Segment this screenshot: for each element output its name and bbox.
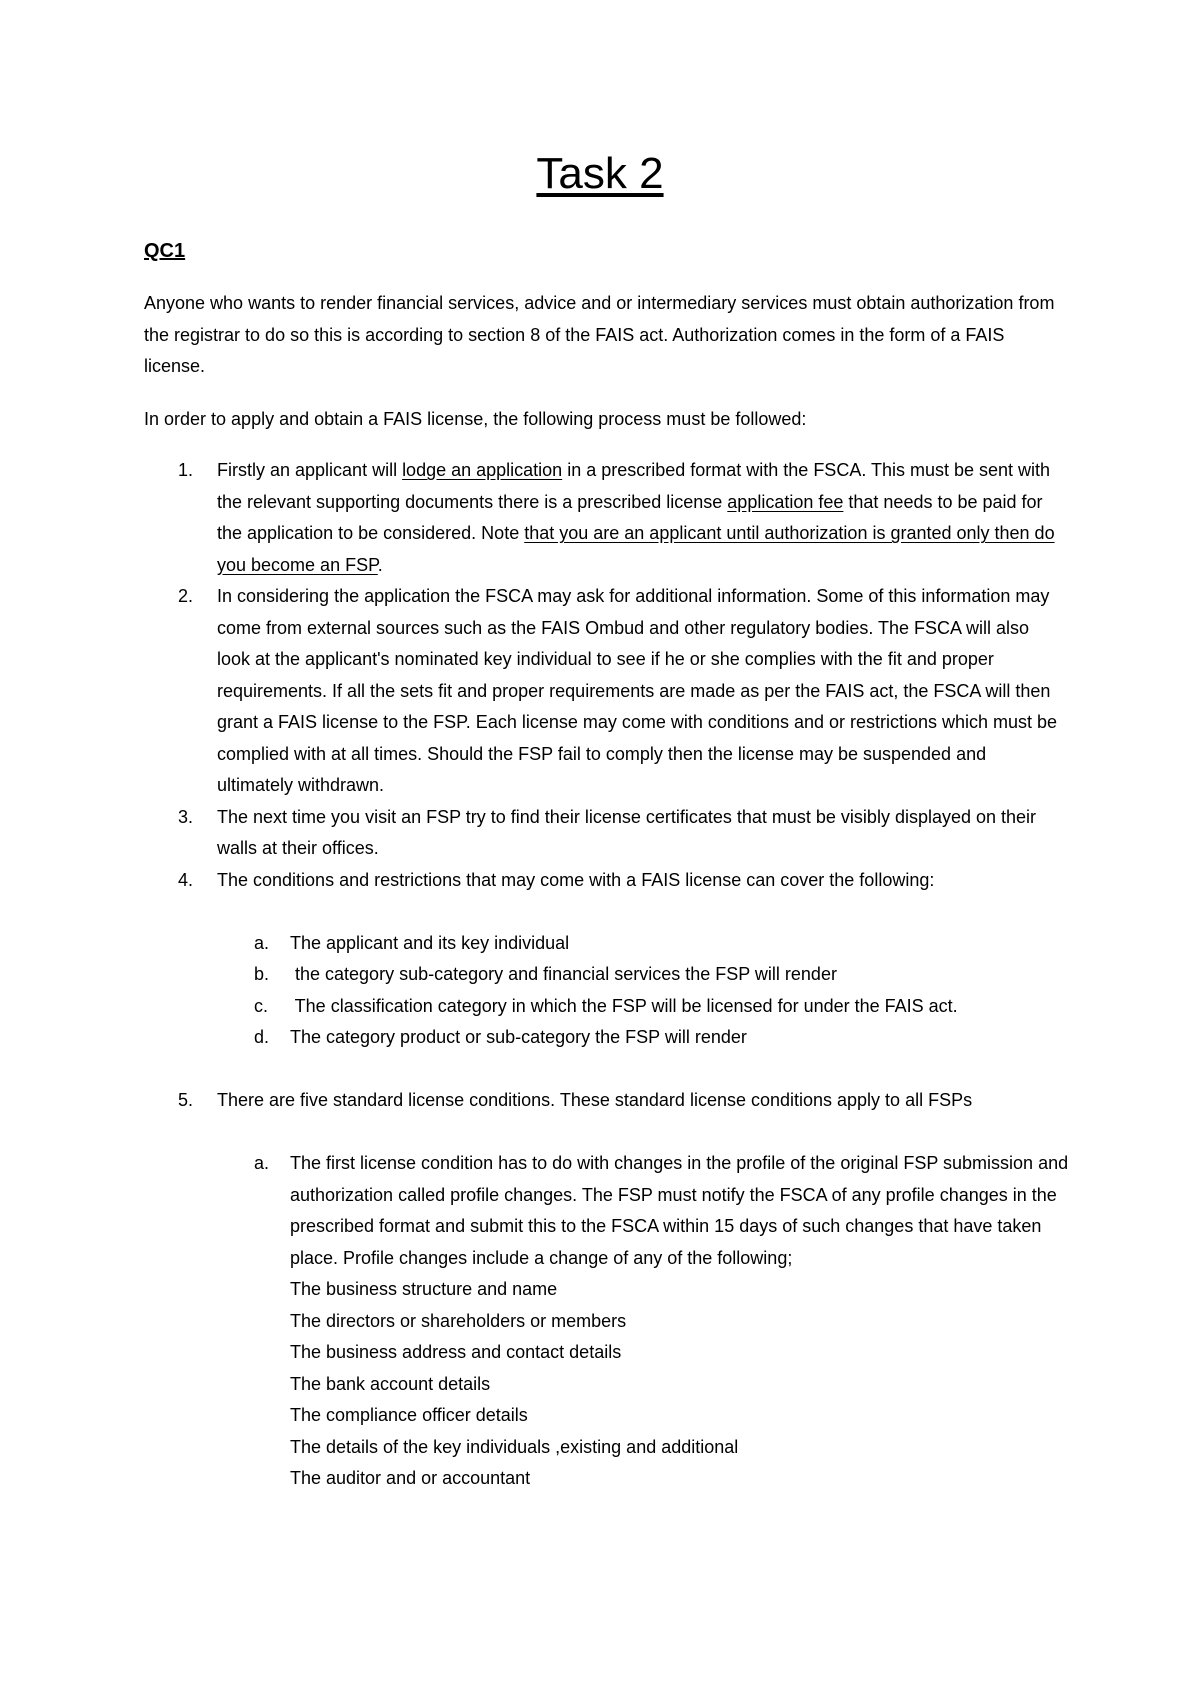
underlined-text: that you are an applicant until authorization is granted only then do you become an FSP [217,523,1055,575]
profile-change-line: The compliance officer details [290,1405,528,1425]
item-text: There are five standard license conditions. These standard license conditions apply to all FSPs [217,1090,973,1110]
sub-letter: a. [254,1153,270,1173]
list-number: 3. [178,806,194,827]
item-text: in a prescribed format with the FSCA. This must be sent with the relevant supporting documents there is a prescribed license [217,460,1051,512]
sub-text: The first license condition has to do with changes in the profile of the original FSP submission and authorization called profile changes. The FSP must notify the FSCA of any profile changes in the prescribed format and submit this to the FSCA within 15 days of such changes that have taken place. Profile changes include a change of any of the following; [290,1153,1069,1268]
spacer [0,1054,1200,1086]
sub-letter: c. [254,995,269,1016]
sub-item-b [0,959,1070,991]
list-item-3 [0,802,1067,865]
profile-change-line: The details of the key individuals ,existing and additional [290,1436,739,1457]
profile-change-line: The directors or shareholders or members [290,1310,627,1331]
list-item-5 [0,1085,1067,1117]
item-text: that needs to be paid for the application to be considered. Note [217,491,1043,543]
list-item-1 [0,455,1067,581]
sub-item-c [0,991,1070,1023]
spacer [0,1117,1200,1149]
profile-change-line: The business address and contact details [290,1342,622,1362]
sub-text: The classification category in which the FSP will be licensed for under the FAIS act. [290,995,958,1016]
list-number: 4. [178,869,194,890]
list-number: 2. [178,586,194,606]
sub-text: The category product or sub-category the FSP will render [290,1027,747,1047]
spacer [0,896,1200,928]
process-list [0,455,1200,1495]
process-intro-paragraph: In order to apply and obtain a FAIS license, the following process must be followed: [144,409,807,429]
sub-item-d [0,1022,1070,1054]
sub-item-a [0,1148,1070,1274]
profile-change-line: The auditor and or accountant [290,1468,531,1488]
underlined-text: lodge an application [402,460,563,480]
sub-text: The applicant and its key individual [290,932,570,953]
document-title: Task 2 [536,149,664,198]
list-number: 1. [178,460,194,480]
intro-paragraph: Anyone who wants to render financial services, advice and or intermediary services must obtain authorization from the registrar to do so this is according to section 8 of the FAIS act. Authorization comes in the form of a FAIS license. [144,293,1055,376]
sub-item-a [0,928,1070,960]
sub-text: the category sub-category and financial services the FSP will render [290,964,837,984]
list-number: 5. [178,1090,194,1110]
list-item-2 [0,581,1067,802]
profile-change-line: The business structure and name [290,1279,558,1299]
sub-letter: a. [254,932,270,953]
item-text: The next time you visit an FSP try to find their license certificates that must be visibly displayed on their walls at their offices. [217,806,1037,858]
item-text: . [377,554,383,575]
item-text: Firstly an applicant will [217,460,403,480]
sub-letter: d. [254,1027,270,1047]
section-heading: QC1 [144,240,186,262]
underlined-text: application fee [727,491,844,512]
profile-change-line: The bank account details [290,1373,491,1394]
item-text: In considering the application the FSCA may ask for additional information. Some of this information may come from external sources such as the FAIS Ombud and other regulatory bodies. The FSCA will also look at the applicant's nominated key individual to see if he or she complies with the fit and proper requirements. If all the sets fit and proper requirements are made as per the FAIS act, the FSCA will then grant a FAIS license to the FSP. Each license may come with conditions and or restrictions which must be complied with at all times. Should the FSP fail to comply then the license may be suspended and ultimately withdrawn. [217,586,1058,795]
list-item-4 [0,865,1067,897]
sub-letter: b. [254,964,270,984]
item-text: The conditions and restrictions that may come with a FAIS license can cover the following: [217,869,935,890]
